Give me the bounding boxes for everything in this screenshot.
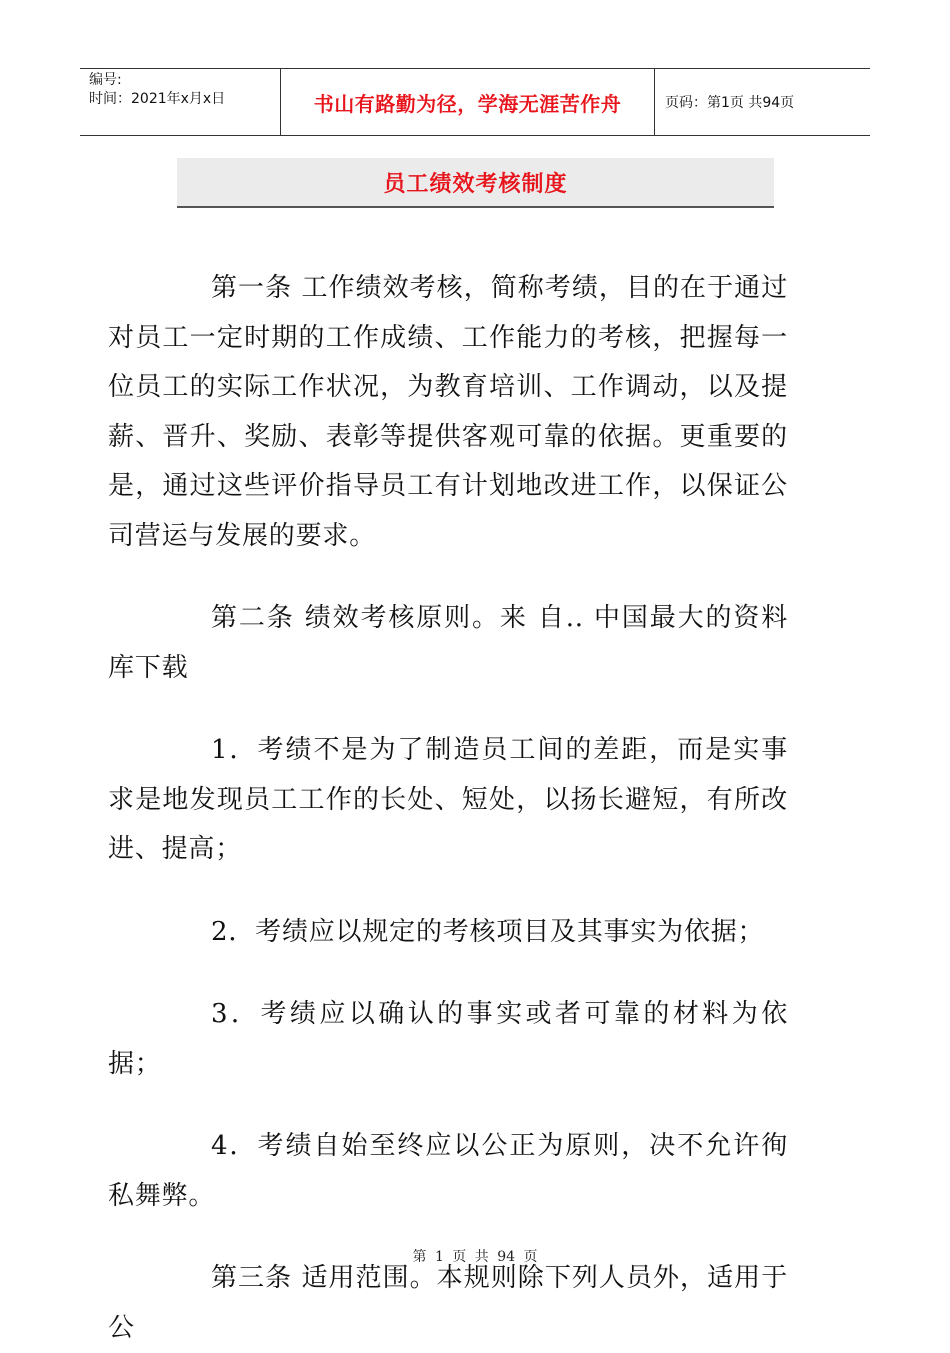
header-page-info: 页码：第1页 共94页 bbox=[665, 95, 795, 111]
header-meta-cell bbox=[80, 69, 281, 135]
paragraph-article-2: 第二条 绩效考核原则。来 自.. 中国最大的资料库下载 bbox=[108, 603, 788, 683]
paragraph-article-1: 第一条 工作绩效考核，简称考绩，目的在于通过对员工一定时期的工作成绩、工作能力的考核，把握每一位员工的实际工作状况，为教育培训、工作调动，以及提薪、晋升、奖励、表彰等提供客观可靠的依据。更重要的是，通过这些评价指导员工有计划地改进工作，以保证公司营运与发展的要求。 bbox=[108, 273, 788, 551]
document-title-box bbox=[177, 158, 774, 208]
document-code-label: 编号: bbox=[89, 72, 122, 88]
paragraph-principle-3: 3．考绩应以确认的事实或者可靠的材料为依据； bbox=[108, 999, 788, 1079]
document-body bbox=[108, 264, 788, 1353]
header-motto-cell bbox=[281, 69, 655, 135]
paragraph-principle-2: 2．考绩应以规定的考核项目及其事实为依据； bbox=[211, 916, 765, 947]
header-motto: 书山有路勤为径，学海无涯苦作舟 bbox=[313, 91, 622, 116]
header-page-cell bbox=[655, 69, 870, 135]
page-footer: 第 1 页 共 94 页 bbox=[412, 1249, 538, 1265]
paragraph-principle-4: 4．考绩自始至终应以公正为原则，决不允许徇私舞弊。 bbox=[108, 1131, 788, 1211]
document-date-label: 时间：2021年x月x日 bbox=[89, 91, 226, 107]
document-header bbox=[80, 68, 870, 136]
paragraph-article-3: 第三条 适用范围。本规则除下列人员外，适用于公 bbox=[108, 1263, 788, 1343]
document-title: 员工绩效考核制度 bbox=[383, 171, 568, 197]
paragraph-principle-1: 1．考绩不是为了制造员工间的差距，而是实事求是地发现员工工作的长处、短处，以扬长避短，有所改进、提高； bbox=[108, 735, 788, 864]
